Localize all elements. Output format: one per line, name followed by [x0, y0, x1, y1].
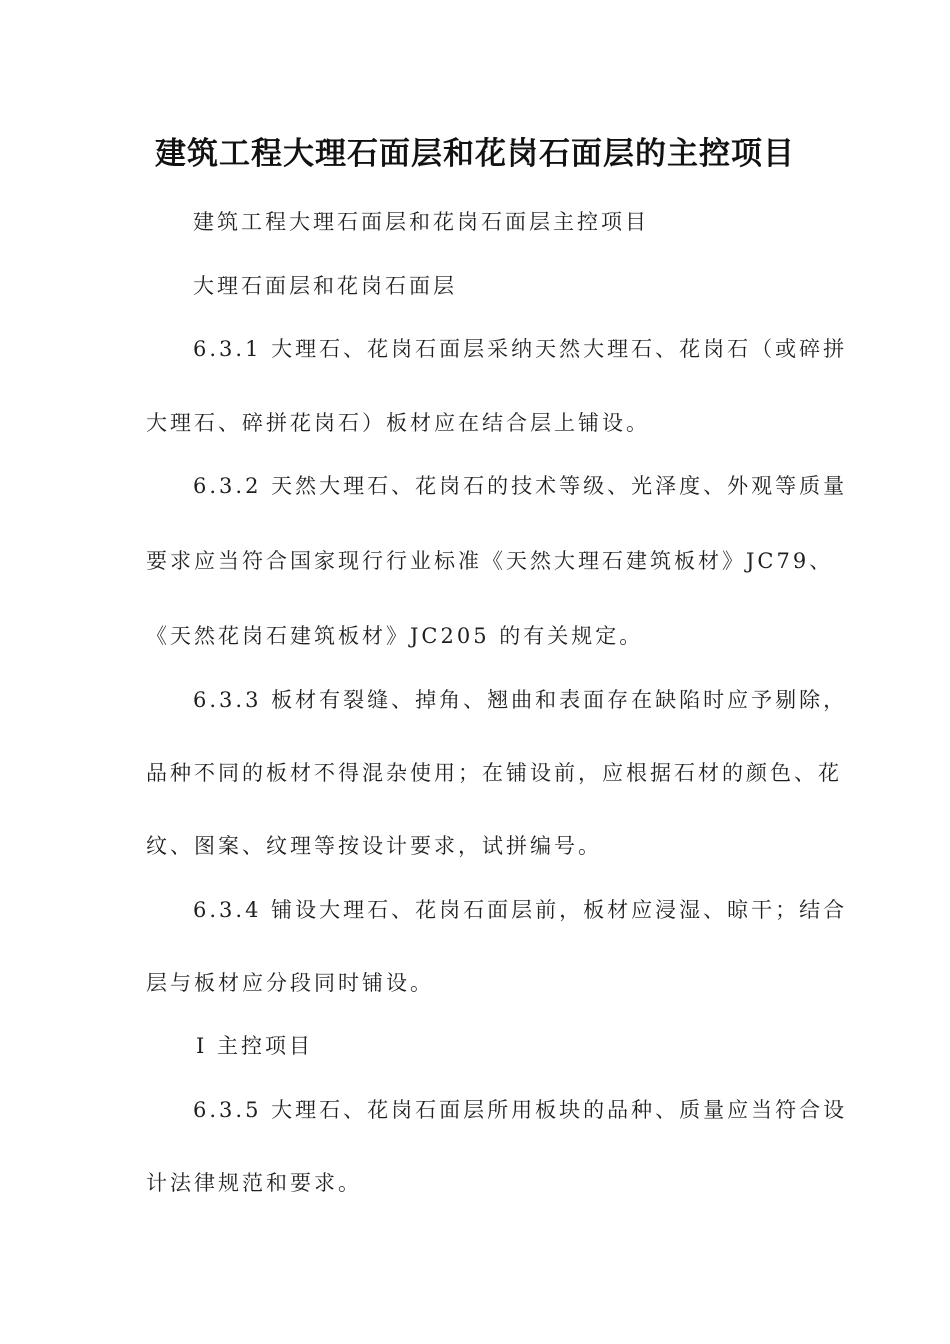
- paragraph-6-3-3-line-1: 6.3.3 板材有裂缝、掉角、翘曲和表面存在缺陷时应予剔除，: [193, 688, 848, 712]
- paragraph-6-3-3-line-3: 纹、图案、纹理等按设计要求，试拼编号。: [146, 834, 602, 858]
- paragraph-6-3-5-line-1: 6.3.5 大理石、花岗石面层所用板块的品种、质量应当符合设: [193, 1098, 848, 1122]
- paragraph-6-3-3-line-2: 品种不同的板材不得混杂使用；在铺设前，应根据石材的颜色、花: [146, 761, 842, 785]
- document-subtitle: 建筑工程大理石面层和花岗石面层主控项目: [193, 210, 649, 234]
- paragraph-6-3-4-line-1: 6.3.4 铺设大理石、花岗石面层前，板材应浸湿、晾干；结合: [193, 898, 848, 922]
- paragraph-6-3-2-line-3: 《天然花岗石建筑板材》JC205 的有关规定。: [146, 624, 644, 648]
- paragraph-6-3-4-line-2: 层与板材应分段同时铺设。: [146, 971, 434, 995]
- paragraph-6-3-5-line-2: 计法律规范和要求。: [146, 1171, 362, 1195]
- paragraph-6-3-2-line-1: 6.3.2 天然大理石、花岗石的技术等级、光泽度、外观等质量: [193, 474, 848, 498]
- document-title: 建筑工程大理石面层和花岗石面层的主控项目: [155, 136, 795, 172]
- main-items-heading: Ⅰ 主控项目: [196, 1034, 313, 1058]
- paragraph-6-3-2-line-2: 要求应当符合国家现行行业标准《天然大理石建筑板材》JC79、: [146, 549, 834, 573]
- paragraph-6-3-1-line-2: 大理石、碎拼花岗石）板材应在结合层上铺设。: [146, 411, 650, 435]
- section-heading: 大理石面层和花岗石面层: [193, 274, 457, 298]
- paragraph-6-3-1-line-1: 6.3.1 大理石、花岗石面层采纳天然大理石、花岗石（或碎拼: [193, 337, 848, 361]
